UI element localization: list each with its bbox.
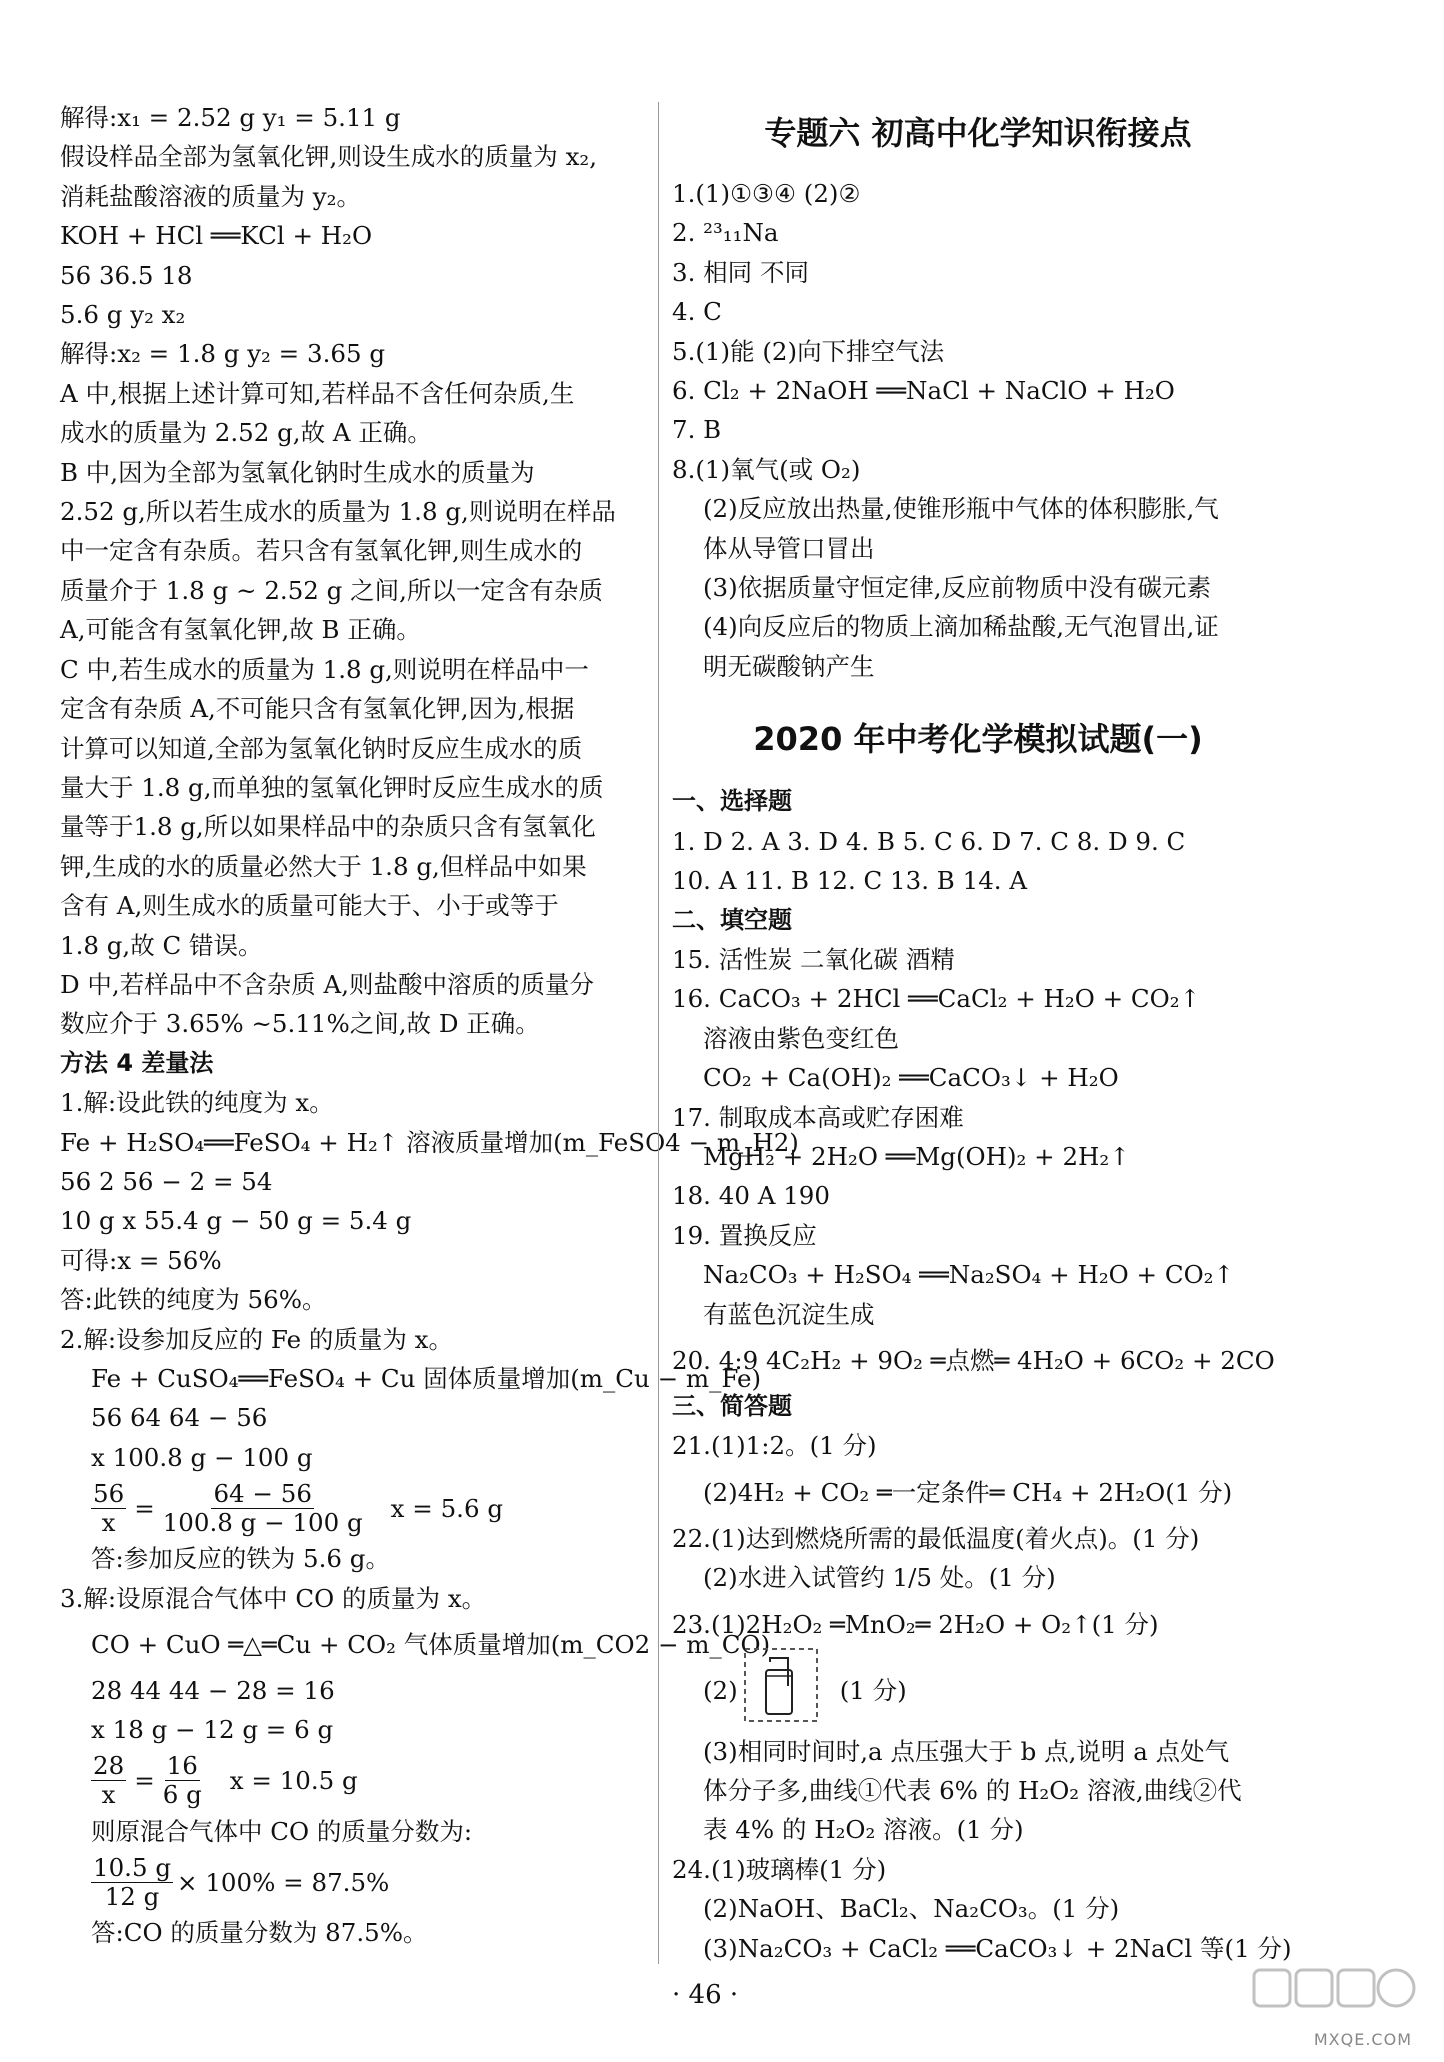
fraction-equation (60, 1750, 660, 1812)
text-line: 中一定含有杂质。若只含有氢氧化钾,则生成水的 (60, 536, 583, 566)
text-line: 6. Cl₂ + 2NaOH ══NaCl + NaClO + H₂O (672, 376, 1175, 406)
answers-mock-exam (672, 782, 1292, 1968)
text-line: 5.(1)能 (2)向下排空气法 (672, 336, 945, 366)
numerator: 16 (166, 1751, 198, 1781)
text-line: 7. B (672, 415, 722, 445)
text-line: 16. CaCO₃ + 2HCl ══CaCl₂ + H₂O + CO₂↑ (672, 984, 1201, 1014)
fraction (91, 1854, 173, 1911)
text-line: 20. 4:9 4C₂H₂ + 9O₂ ═点燃═ 4H₂O + 6CO₂ + 2CO (672, 1345, 1275, 1375)
exam-title: 2020 年中考化学模拟试题(一) (753, 720, 1203, 759)
page-number: · 46 · (672, 1980, 739, 2010)
text-line: 1.解:设此铁的纯度为 x。 (60, 1088, 334, 1118)
text-line: C 中,若生成水的质量为 1.8 g,则说明在样品中一 (60, 654, 589, 684)
text-line: 含有 A,则生成水的质量可能大于、小于或等于 (60, 891, 559, 921)
column-divider (658, 102, 659, 1964)
text-line: 明无碳酸钠产生 (703, 651, 875, 681)
text-line: 21.(1)1:2。(1 分) (672, 1431, 877, 1461)
section-heading: 一、选择题 (672, 787, 792, 816)
denominator: 100.8 g − 100 g (162, 1507, 363, 1537)
text-line: CO + CuO ═△═Cu + CO₂ 气体质量增加(m_CO2 − m_CO) (91, 1630, 771, 1660)
text-line: 体分子多,曲线①代表 6% 的 H₂O₂ 溶液,曲线②代 (703, 1776, 1242, 1805)
text-line: 计算可以知道,全部为氢氧化钠时反应生成水的质 (60, 733, 583, 763)
text-line: 56 2 56 − 2 = 54 (60, 1166, 273, 1196)
text-line: 解得:x₁ = 2.52 g y₁ = 5.11 g (60, 103, 401, 132)
text-line: (3)Na₂CO₃ + CaCl₂ ══CaCO₃↓ + 2NaCl 等(1 分) (703, 1933, 1292, 1963)
right-column (672, 98, 1292, 1968)
text-line: KOH + HCl ══KCl + H₂O (60, 221, 373, 251)
text-line: 2. ²³₁₁Na (672, 218, 779, 248)
text-line: A 中,根据上述计算可知,若样品不含任何杂质,生 (60, 378, 575, 408)
text-line: 3.解:设原混合气体中 CO 的质量为 x。 (60, 1583, 487, 1613)
text-line: 成水的质量为 2.52 g,故 A 正确。 (60, 418, 432, 448)
fraction (161, 1480, 365, 1537)
text-line: (3)相同时间时,a 点压强大于 b 点,说明 a 点处气 (703, 1736, 1230, 1766)
denominator: 12 g (104, 1881, 160, 1911)
numerator: 10.5 g (93, 1852, 172, 1882)
text-line: 体从导管口冒出 (703, 533, 875, 563)
text-line: 10. A 11. B 12. C 13. B 14. A (672, 866, 1028, 896)
apparatus-answer (672, 1651, 1284, 1732)
text-line: CO₂ + Ca(OH)₂ ══CaCO₃↓ + H₂O (703, 1063, 1119, 1093)
text-line: 则原混合气体中 CO 的质量分数为: (91, 1816, 473, 1846)
text-line: Fe + H₂SO₄══FeSO₄ + H₂↑ 溶液质量增加(m_FeSO4 − m_H2) (60, 1127, 799, 1157)
text-line: 答:此铁的纯度为 56%。 (60, 1285, 327, 1315)
text-line: 数应介于 3.65% ~5.11%之间,故 D 正确。 (60, 1009, 540, 1039)
text-line: 56 64 64 − 56 (91, 1403, 268, 1433)
denominator: x (101, 1507, 116, 1537)
text-line: 溶液由紫色变红色 (703, 1023, 899, 1053)
numerator: 28 (93, 1751, 125, 1781)
text-line: 5.6 g y₂ x₂ (60, 300, 186, 330)
numerator: 56 (93, 1478, 125, 1508)
fraction-equation (60, 1477, 660, 1539)
text-line: 4. C (672, 297, 722, 327)
text-line: 消耗盐酸溶液的质量为 y₂。 (60, 181, 361, 211)
equation-result: × 100% = 87.5% (177, 1867, 390, 1897)
text-line: 23.(1)2H₂O₂ ═MnO₂═ 2H₂O + O₂↑(1 分) (672, 1609, 1159, 1639)
apparatus-diagram (742, 1646, 820, 1735)
text-line: x 18 g − 12 g = 6 g (91, 1715, 334, 1745)
text-line: 19. 置换反应 (672, 1220, 817, 1250)
section-heading: 二、填空题 (672, 905, 792, 934)
text-line: 1.(1)①③④ (2)② (672, 179, 861, 208)
text-line: 17. 制取成本高或贮存困难 (672, 1102, 964, 1132)
text-line: 1. D 2. A 3. D 4. B 5. C 6. D 7. C 8. D 9. C (672, 826, 1186, 856)
text-line: 质量介于 1.8 g ~ 2.52 g 之间,所以一定含有杂质 (60, 575, 603, 605)
text-line: 8.(1)氧气(或 O₂) (672, 454, 861, 484)
text-line: 定含有杂质 A,不可能只含有氢氧化钾,因为,根据 (60, 694, 575, 724)
section-heading: 三、简答题 (672, 1391, 792, 1420)
text-line: 28 44 44 − 28 = 16 (91, 1676, 335, 1706)
denominator: x (101, 1780, 116, 1810)
text-line: 3. 相同 不同 (672, 257, 809, 287)
answers-section-six (672, 174, 1284, 686)
text-line: (3)依据质量守恒定律,反应前物质中没有碳元素 (703, 573, 1211, 603)
text-line: 2.52 g,所以若生成水的质量为 1.8 g,则说明在样品 (60, 497, 616, 527)
fraction (91, 1752, 126, 1809)
text-line: 可得:x = 56% (60, 1245, 222, 1275)
answer-prefix: (2) (703, 1676, 738, 1706)
text-line: 15. 活性炭 二氧化碳 酒精 (672, 944, 955, 974)
text-line: 解得:x₂ = 1.8 g y₂ = 3.65 g (60, 339, 386, 369)
text-line: (2)水进入试管约 1/5 处。(1 分) (703, 1563, 1056, 1593)
text-line: 答:参加反应的铁为 5.6 g。 (91, 1544, 390, 1574)
text-line: Fe + CuSO₄══FeSO₄ + Cu 固体质量增加(m_Cu − m_Fe) (91, 1364, 762, 1393)
fraction-equation (60, 1851, 660, 1913)
text-line: 假设样品全部为氢氧化钾,则设生成水的质量为 x₂, (60, 142, 598, 172)
text-line: (4)向反应后的物质上滴加稀盐酸,无气泡冒出,证 (703, 612, 1219, 642)
text-line: D 中,若样品中不含杂质 A,则盐酸中溶质的质量分 (60, 969, 594, 999)
numerator: 64 − 56 (213, 1478, 312, 1508)
text-line: 表 4% 的 H₂O₂ 溶液。(1 分) (703, 1815, 1024, 1845)
text-line: 有蓝色沉淀生成 (703, 1299, 875, 1329)
text-line: 56 36.5 18 (60, 260, 193, 290)
text-line: 22.(1)达到燃烧所需的最低温度(着火点)。(1 分) (672, 1523, 1200, 1553)
text-line: MgH₂ + 2H₂O ══Mg(OH)₂ + 2H₂↑ (703, 1141, 1130, 1171)
text-line: 量等于1.8 g,所以如果样品中的杂质只含有氢氧化 (60, 812, 596, 842)
equals-sign: = (134, 1493, 155, 1523)
text-line: 10 g x 55.4 g − 50 g = 5.4 g (60, 1206, 412, 1236)
text-line: 18. 40 A 190 (672, 1181, 830, 1211)
equation-result: x = 5.6 g (390, 1493, 504, 1523)
text-line: 24.(1)玻璃棒(1 分) (672, 1854, 887, 1884)
equation-result: x = 10.5 g (229, 1766, 358, 1796)
denominator: 6 g (162, 1780, 202, 1810)
text-line: x 100.8 g − 100 g (91, 1442, 313, 1472)
text-line: 答:CO 的质量分数为 87.5%。 (91, 1918, 428, 1948)
text-line: (2)NaOH、BaCl₂、Na₂CO₃。(1 分) (703, 1894, 1120, 1924)
text-line: 1.8 g,故 C 错误。 (60, 930, 263, 960)
text-line: 量大于 1.8 g,而单独的氢氧化钾时反应生成水的质 (60, 772, 604, 802)
fraction (91, 1480, 126, 1537)
fraction (161, 1752, 204, 1809)
section-title: 专题六 初高中化学知识衔接点 (764, 114, 1192, 152)
text-line: 2.解:设参加反应的 Fe 的质量为 x。 (60, 1324, 453, 1354)
text-line: A,可能含有氢氧化钾,故 B 正确。 (60, 615, 421, 645)
answer-score: (1 分) (839, 1676, 907, 1706)
text-line: (2)4H₂ + CO₂ ═一定条件═ CH₄ + 2H₂O(1 分) (703, 1477, 1233, 1507)
equals-sign: = (134, 1766, 155, 1796)
section-heading: 方法 4 差量法 (60, 1048, 214, 1077)
text-line: 钾,生成的水的质量必然大于 1.8 g,但样品中如果 (60, 851, 587, 881)
watermark-url: MXQE.COM (1313, 2030, 1412, 2049)
text-line: B 中,因为全部为氢氧化钠时生成水的质量为 (60, 457, 535, 487)
text-line: Na₂CO₃ + H₂SO₄ ══Na₂SO₄ + H₂O + CO₂↑ (703, 1260, 1235, 1290)
watermark-logo (1250, 1962, 1420, 2036)
text-line: (2)反应放出热量,使锥形瓶中气体的体积膨胀,气 (703, 494, 1219, 524)
